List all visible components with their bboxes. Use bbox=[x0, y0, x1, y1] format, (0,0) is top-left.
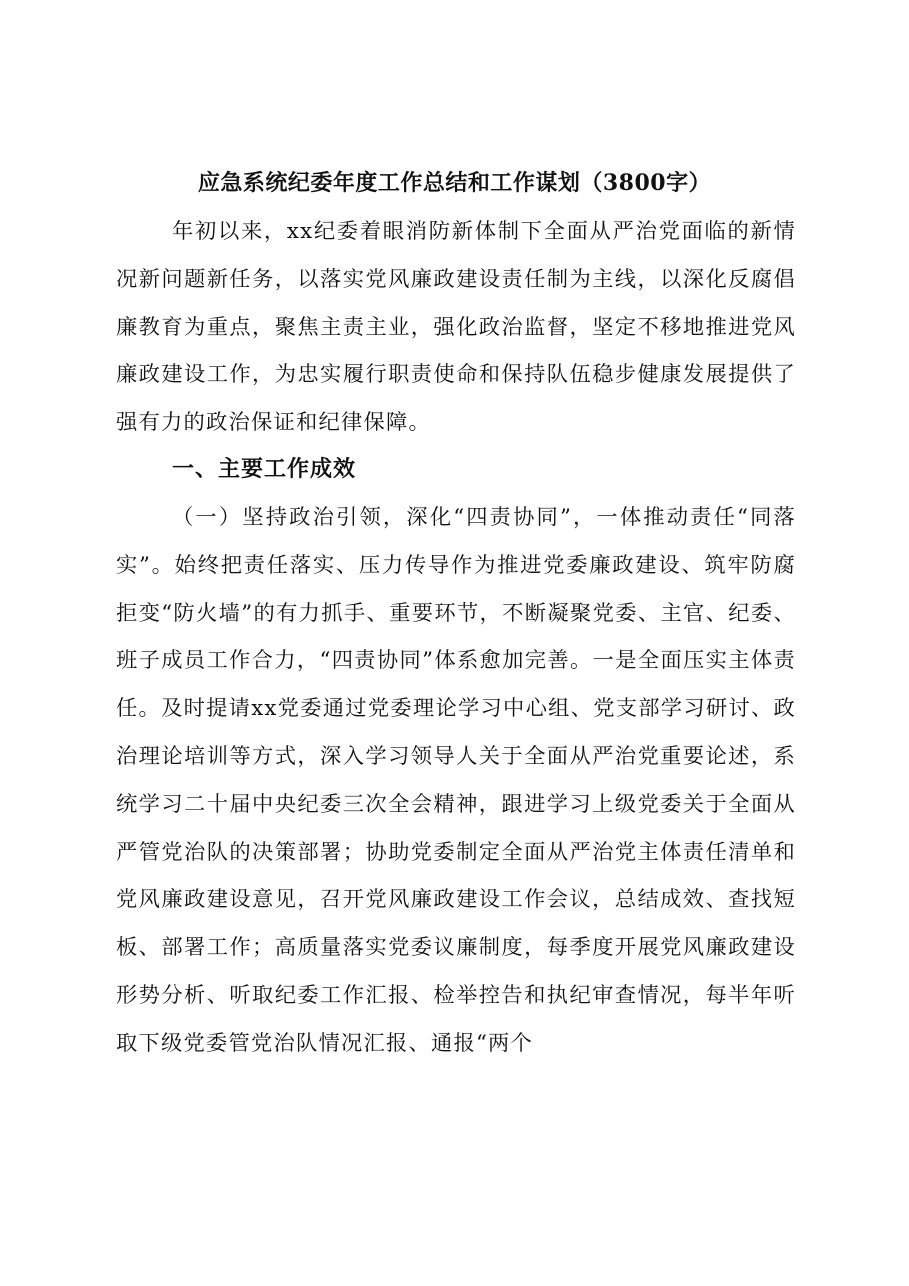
document-title: 应急系统纪委年度工作总结和工作谋划（3800字） bbox=[197, 170, 712, 196]
section-heading: 一、主要工作成效 bbox=[172, 457, 357, 482]
intro-paragraph: 年初以来，xx纪委着眼消防新体制下全面从严治党面临的新情况新问题新任务，以落实党风廉政建设责任制为主线，以深化反腐倡廉教育为重点，聚焦主责主业，强化政治监督，坚定不移地推进党风廉政建设工作，为忠实履行职责使命和保持队伍稳步健康发展提供了强有力的政治保证和纪律保障。 bbox=[116, 219, 796, 436]
section-body-paragraph: （一）坚持政治引领，深化“四责协同”，一体推动责任“同落实”。始终把责任落实、压力传导作为推进党委廉政建设、筑牢防腐拒变“防火墙”的有力抓手、重要环节，不断凝聚党委、主官、纪委、班子成员工作合力，“四责协同”体系愈加完善。一是全面压实主体责任。及时提请xx党委通过党委理论学习中心组、党支部学习研讨、政治理论培训等方式，深入学习领导人关于全面从严治党重要论述，系统学习二十届中央纪委三次全会精神，跟进学习上级党委关于全面从严管党治队的决策部署；协助党委制定全面从严治党主体责任清单和党风廉政建设意见，召开党风廉政建设工作会议，总结成效、查找短板、部署工作；高质量落实党委议廉制度，每季度开展党风廉政建设形势分析、听取纪委工作汇报、检举控告和执纪审查情况，每半年听取下级党委管党治队情况汇报、通报“两个 bbox=[116, 505, 796, 1056]
